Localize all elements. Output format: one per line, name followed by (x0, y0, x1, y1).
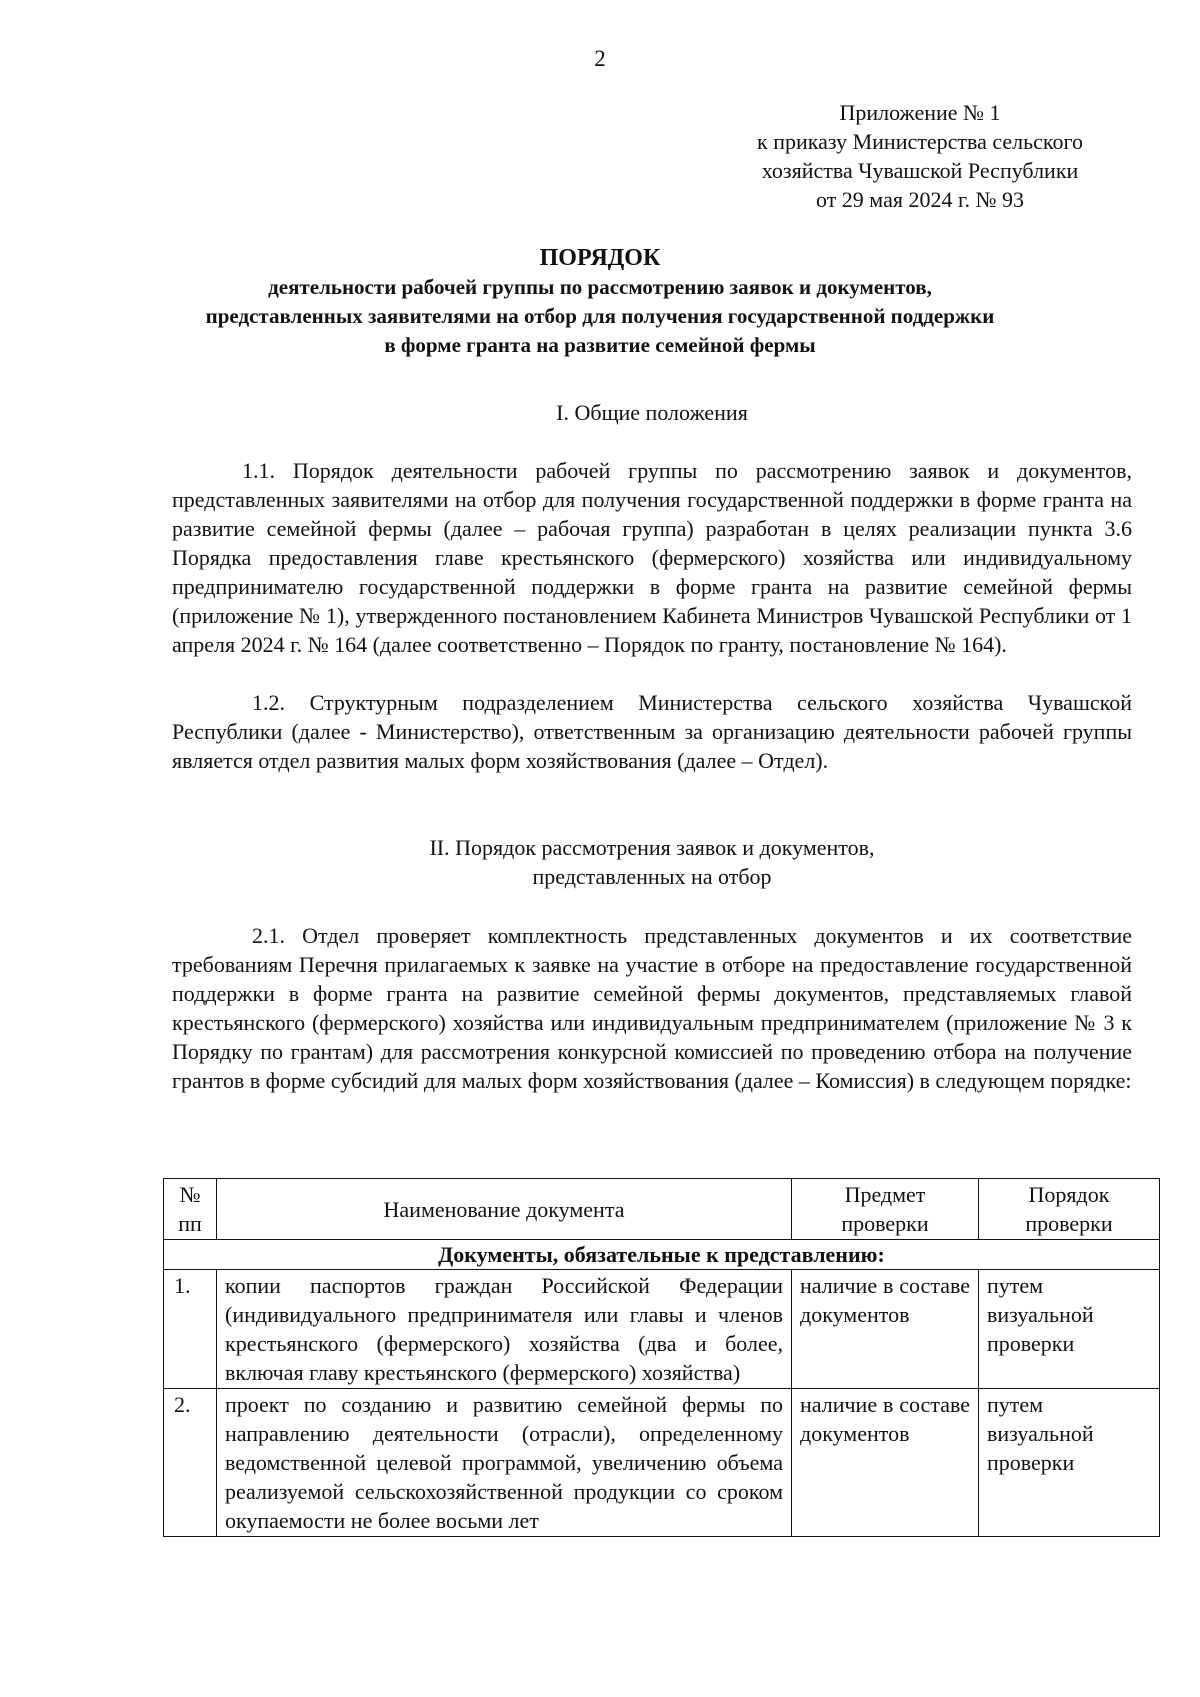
appendix-block (700, 98, 1140, 214)
title-line: деятельности рабочей группы по рассмотрению заявок и документов, (268, 275, 932, 299)
section-heading-line: представленных на отбор (532, 864, 772, 889)
appendix-line: хозяйства Чувашской Республики (761, 158, 1079, 183)
section-heading-2 (172, 833, 1132, 891)
appendix-line: к приказу Министерства сельского (757, 129, 1083, 154)
row-document-name: проект по созданию и развитию семейной фермы по направлению деятельности (отрасли), определенному ведомственной целевой программой, увеличению объема реализуемой сельскохозяйственной продукции со сроком окупаемости не более восьми лет (217, 1389, 792, 1537)
header-name: Наименование документа (217, 1179, 792, 1240)
row-document-name: копии паспортов граждан Российской Федерации (индивидуального предпринимателя или главы и членов крестьянского (фермерского) хозяйства (два и более, включая главу крестьянского (фермерского) хозяйства) (217, 1270, 792, 1389)
section-heading-line: II. Порядок рассмотрения заявок и документов, (429, 835, 875, 860)
row-method: путем визуальной проверки (979, 1389, 1160, 1537)
section-heading-1: I. Общие положения (556, 400, 748, 425)
table-row (164, 1389, 1160, 1537)
paragraph-1-1: 1.1. Порядок деятельности рабочей группы по рассмотрению заявок и документов, представленных заявителями на отбор для получения государственной поддержки в форме гранта на развитие семейной фермы (далее – рабочая группа) разработан в целях реализации пункта 3.6 Порядка предоставления главе крестьянского (фермерского) хозяйства или индивидуальному предпринимателю государственной поддержки в форме гранта на развитие семейной фермы (приложение № 1), утвержденного постановлением Кабинета Министров Чувашской Республики от 1 апреля 2024 г. № 164 (далее соответственно – Порядок по гранту, постановление № 164). (172, 458, 1132, 657)
group-label: Документы, обязательные к представлению: (164, 1240, 1160, 1270)
header-method: Порядок проверки (979, 1179, 1160, 1240)
row-subject: наличие в составе документов (792, 1270, 979, 1389)
row-num: 2. (164, 1389, 217, 1537)
documents-table (163, 1178, 1160, 1537)
page-number: 2 (594, 46, 606, 71)
row-subject: наличие в составе документов (792, 1389, 979, 1537)
header-subject: Предмет проверки (792, 1179, 979, 1240)
appendix-line: Приложение № 1 (839, 100, 1001, 125)
document-title (140, 243, 1060, 360)
table-header-row (164, 1179, 1160, 1240)
appendix-line: от 29 мая 2024 г. № 93 (815, 187, 1024, 212)
paragraph-2-1: 2.1. Отдел проверяет комплектность представленных документов и их соответствие требованиям Перечня прилагаемых к заявке на участие в отборе на предоставление государственной поддержки в форме гранта на развитие семейной фермы документов, представляемых главой крестьянского (фермерского) хозяйства или индивидуальным предпринимателем (приложение № 3 к Порядку по грантам) для рассмотрения конкурсной комиссией по проведению отбора на получение грантов в форме субсидий для малых форм хозяйствования (далее – Комиссия) в следующем порядке: (172, 923, 1132, 1093)
paragraph-1-2: 1.2. Структурным подразделением Министерства сельского хозяйства Чувашской Республики (далее - Министерство), ответственным за организацию деятельности рабочей группы является отдел развития малых форм хозяйствования (далее – Отдел). (172, 690, 1132, 773)
title-line: в форме гранта на развитие семейной фермы (384, 333, 816, 357)
table-group-row (164, 1240, 1160, 1270)
table-row (164, 1270, 1160, 1389)
row-method: путем визуальной проверки (979, 1270, 1160, 1389)
row-num: 1. (164, 1270, 217, 1389)
title-line: представленных заявителями на отбор для получения государственной поддержки (205, 304, 995, 328)
title-main: ПОРЯДОК (539, 245, 661, 271)
header-num: № пп (164, 1179, 217, 1240)
